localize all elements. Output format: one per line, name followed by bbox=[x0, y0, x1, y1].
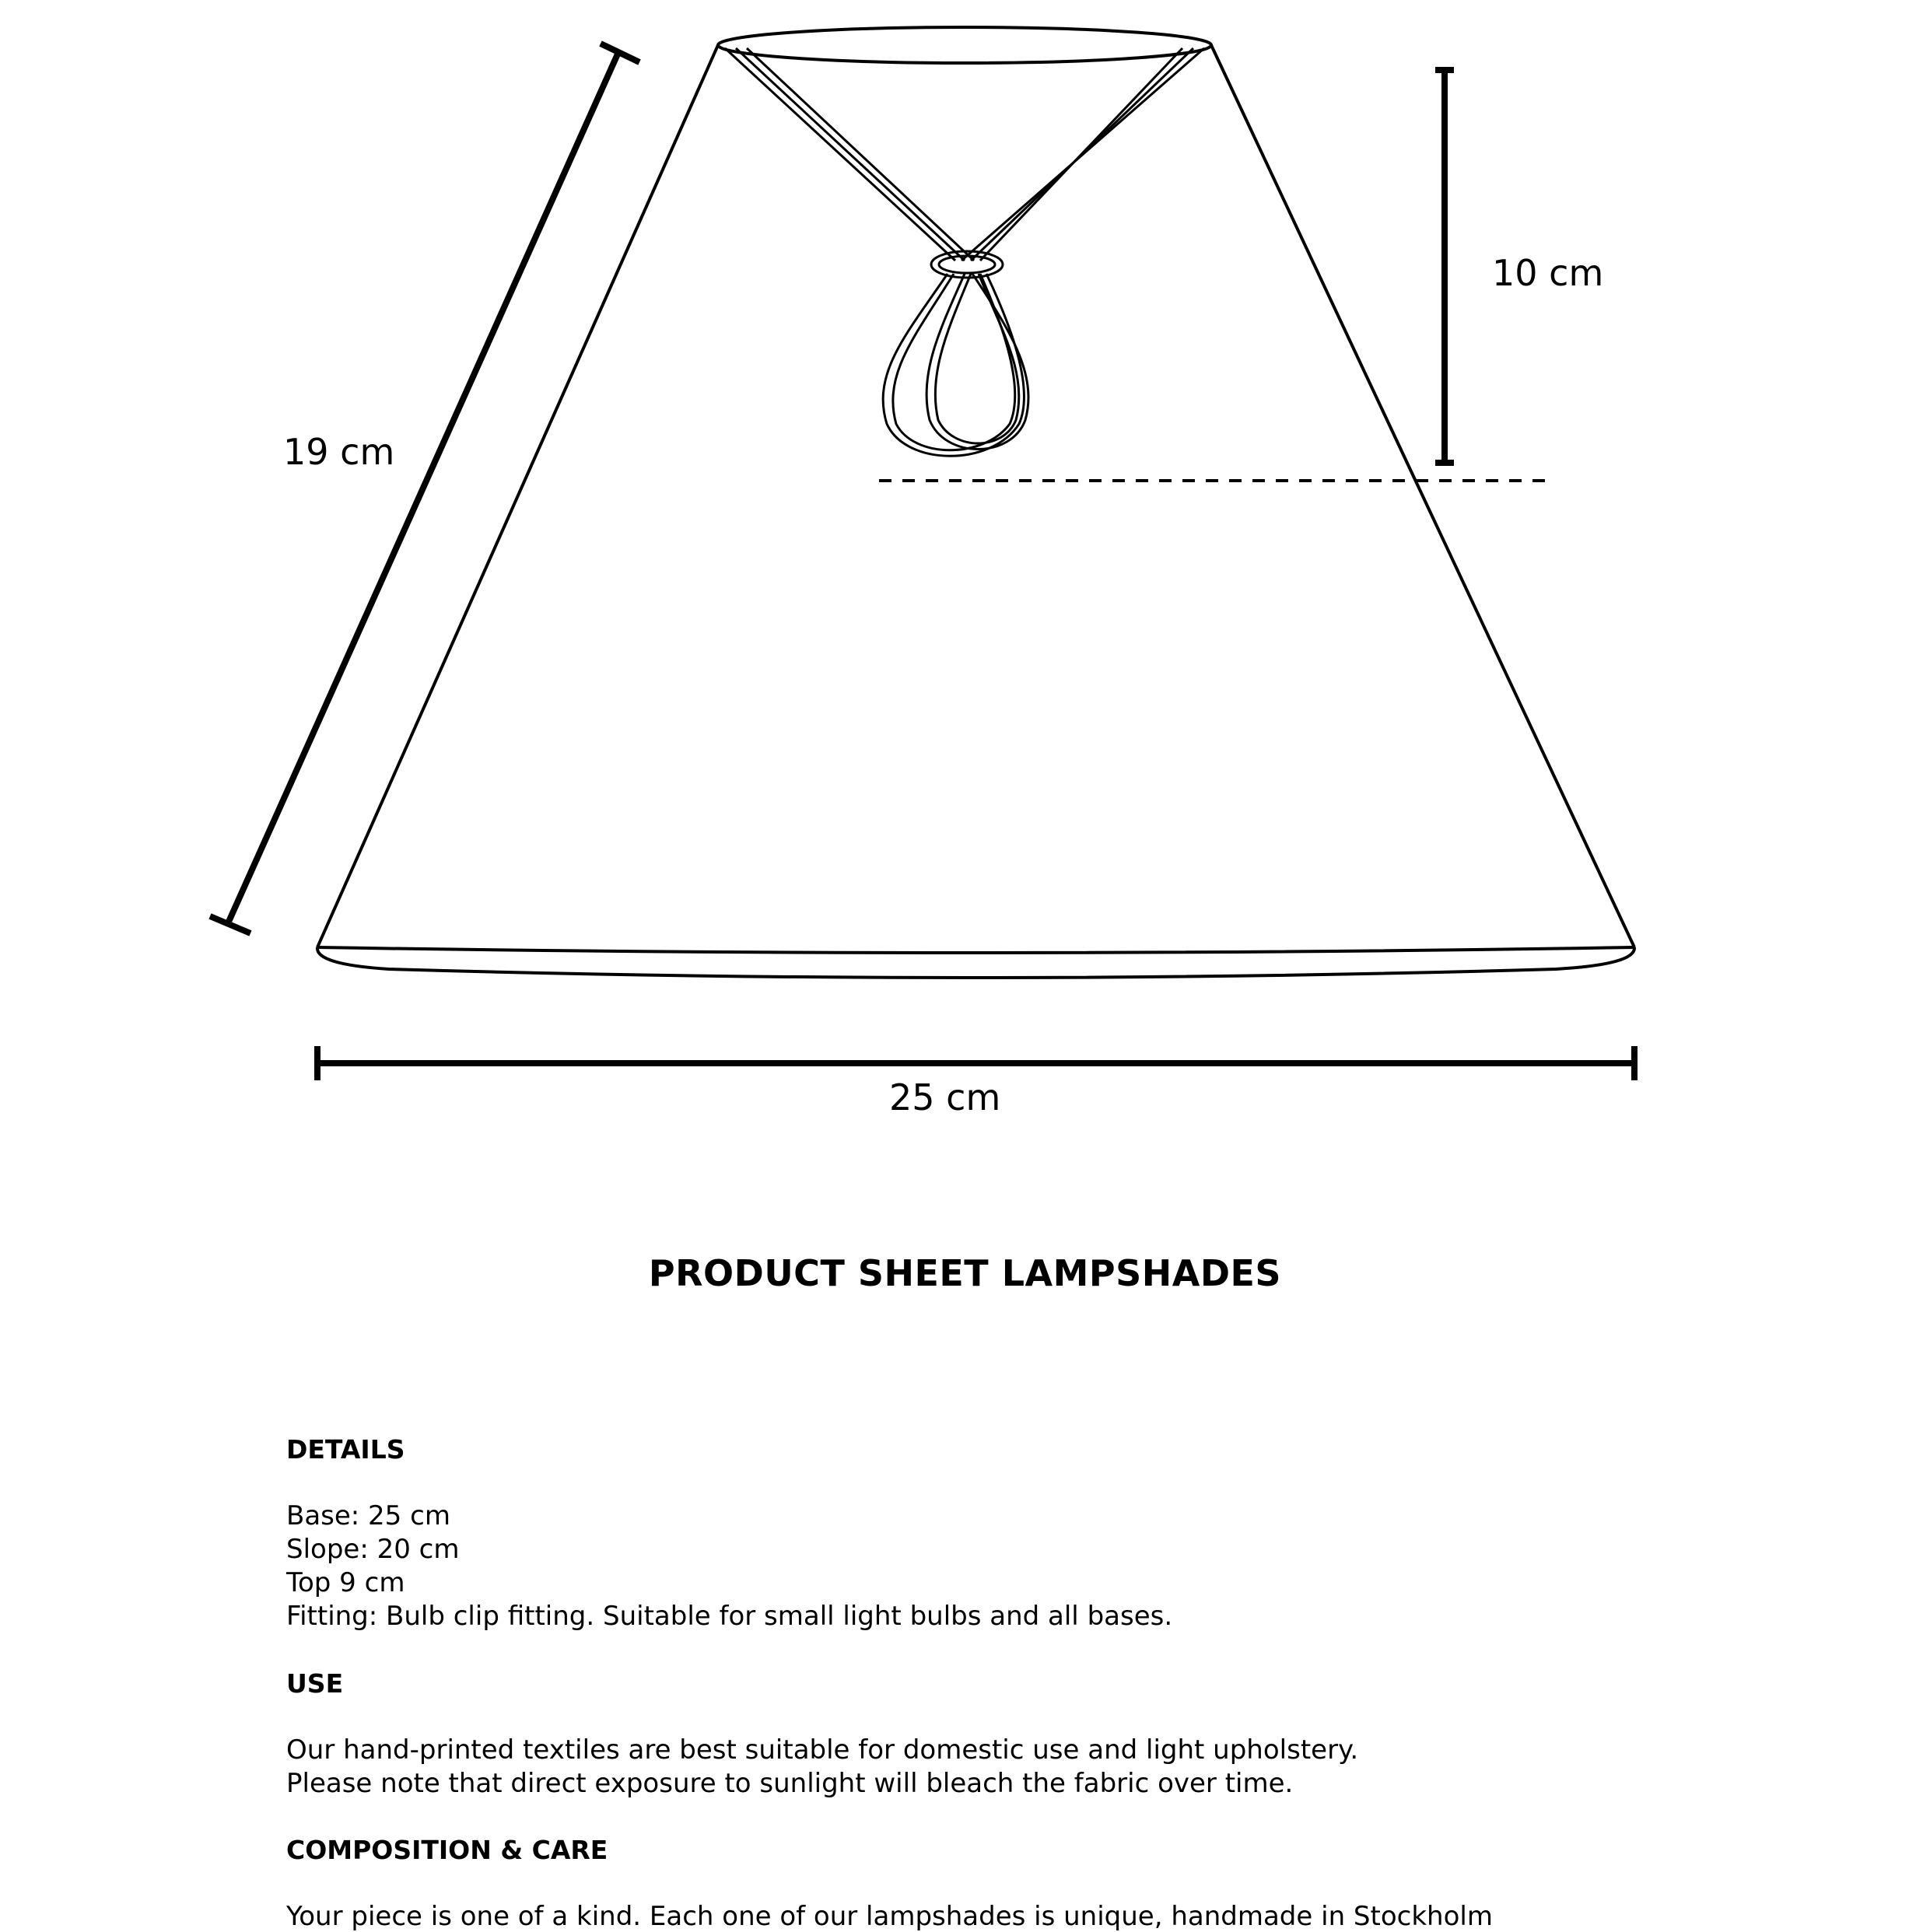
lampshade-bottom-rim-back bbox=[317, 947, 1634, 953]
details-slope: Slope: 20 cm bbox=[286, 1534, 460, 1565]
slope-label: 19 cm bbox=[283, 431, 395, 473]
lampshade-left-side bbox=[317, 45, 718, 947]
lampshade-top-rim bbox=[718, 27, 1211, 63]
use-heading: USE bbox=[286, 1668, 344, 1699]
details-fitting: Fitting: Bulb clip fitting. Suitable for small light bulbs and all bases. bbox=[286, 1601, 1173, 1632]
page-title: PRODUCT SHEET LAMPSHADES bbox=[648, 1252, 1282, 1294]
height-label: 10 cm bbox=[1492, 252, 1604, 294]
lampshade-right-side bbox=[1211, 45, 1634, 947]
composition-line-1: Your piece is one of a kind. Each one of our lampshades is unique, handmade in Stockholm bbox=[286, 1901, 1493, 1932]
base-label: 25 cm bbox=[889, 1076, 1001, 1118]
composition-heading: COMPOSITION & CARE bbox=[286, 1835, 608, 1865]
slope-dimension bbox=[210, 44, 639, 933]
details-heading: DETAILS bbox=[286, 1434, 405, 1465]
use-line-1: Our hand-printed textiles are best suitable for domestic use and light upholstery. bbox=[286, 1734, 1359, 1766]
details-top: Top 9 cm bbox=[286, 1567, 405, 1598]
lampshade-outline bbox=[317, 27, 1634, 978]
use-line-2: Please note that direct exposure to sunlight will bleach the fabric over time. bbox=[286, 1768, 1294, 1799]
bulb-clip-fitting bbox=[725, 48, 1204, 456]
base-dimension bbox=[317, 1046, 1634, 1080]
details-base: Base: 25 cm bbox=[286, 1500, 450, 1531]
height-dimension bbox=[1435, 70, 1454, 463]
